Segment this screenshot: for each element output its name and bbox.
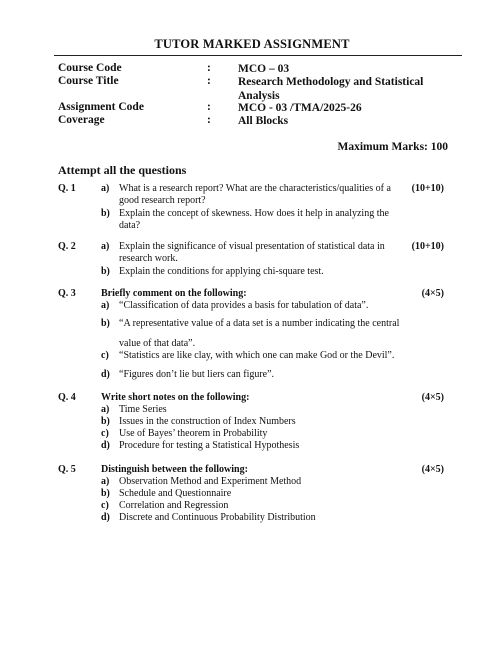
item-text: What is a research report? What are the characteristics/qualities of a good research report? [119,183,391,206]
item-label: c) [101,428,109,439]
question-number: Q. 2 [58,241,76,252]
item-label: a) [101,241,110,252]
question-marks: (4×5) [421,288,444,299]
item-text: “Figures don’t lie but liers can figure”. [119,369,275,380]
item-text: Schedule and Questionnaire [119,488,232,499]
maximum-marks: Maximum Marks: 100 [337,141,448,153]
coverage-label: Coverage [58,114,105,126]
course-title-colon: : [207,75,211,87]
assignment-code-colon: : [207,101,211,113]
course-title-label: Course Title [58,75,119,87]
item-text: Explain the concept of skewness. How does it help in analyzing the data? [119,208,389,231]
item-text: Procedure for testing a Statistical Hypothesis [119,440,300,451]
question-heading: Write short notes on the following: [101,392,250,403]
assignment-code-value: MCO - 03 /TMA/2025-26 [238,102,362,114]
item-label: d) [101,440,110,451]
course-title-value: Research Methodology and Statistical Analysis [238,76,424,102]
question-number: Q. 3 [58,288,76,299]
item-label: b) [101,416,110,427]
question-number: Q. 4 [58,392,76,403]
assignment-code-label: Assignment Code [58,101,144,113]
item-text: “Classification of data provides a basis for tabulation of data”. [119,300,369,311]
title-divider [54,55,462,56]
question-heading: Distinguish between the following: [101,464,248,475]
item-text: Explain the significance of visual presentation of statistical data in research work. [119,241,385,264]
course-code-value: MCO – 03 [238,63,290,75]
question-marks: (10+10) [411,183,444,194]
course-code-label: Course Code [58,62,122,74]
item-label: b) [101,488,110,499]
item-label: a) [101,300,110,311]
question-marks: (10+10) [411,241,444,252]
item-label: c) [101,350,109,361]
item-label: a) [101,183,110,194]
instruction-heading: Attempt all the questions [58,163,187,177]
item-label: b) [101,208,110,219]
item-label: d) [101,369,110,380]
course-code-colon: : [207,62,211,74]
item-text: Use of Bayes’ theorem in Probability [119,428,268,439]
item-text: Correlation and Regression [119,500,229,511]
item-label: b) [101,266,110,277]
item-label: a) [101,476,110,487]
item-label: d) [101,512,110,523]
document-title: TUTOR MARKED ASSIGNMENT [154,37,350,51]
item-text: Time Series [119,404,167,415]
item-label: b) [101,318,110,329]
item-text: “A representative value of a data set is a number indicating the central value of that data”. [119,318,400,349]
item-label: a) [101,404,110,415]
item-text: Discrete and Continuous Probability Distribution [119,512,316,523]
question-heading: Briefly comment on the following: [101,288,247,299]
item-text: “Statistics are like clay, with which one can make God or the Devil”. [119,350,395,361]
question-marks: (4×5) [421,464,444,475]
coverage-value: All Blocks [238,115,289,127]
question-number: Q. 1 [58,183,76,194]
item-text: Explain the conditions for applying chi-square test. [119,266,324,277]
question-marks: (4×5) [421,392,444,403]
item-text: Observation Method and Experiment Method [119,476,302,487]
item-text: Issues in the construction of Index Numbers [119,416,296,427]
item-label: c) [101,500,109,511]
coverage-colon: : [207,114,211,126]
question-number: Q. 5 [58,464,76,475]
